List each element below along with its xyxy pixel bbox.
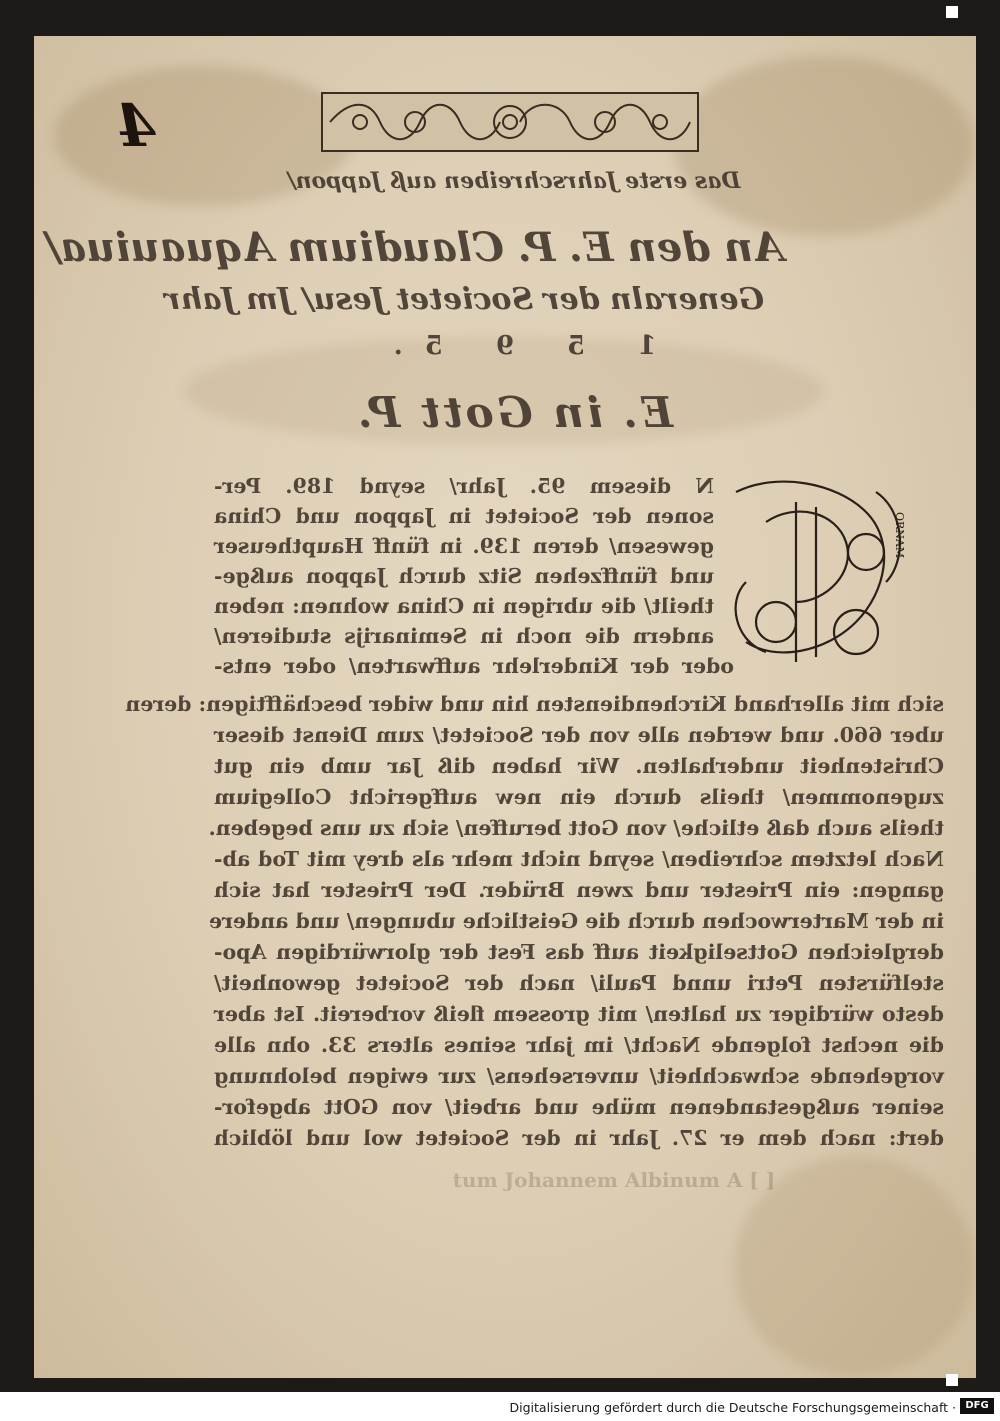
body-line: stelfürsten Petri unnd Pauli/ nach der Societet gewonheit/ (214, 971, 944, 995)
salutation: E. in Gott P. (355, 388, 673, 437)
body-line: dert: nach dem er 27. Jahr in der Societet wol und löblich (214, 1126, 944, 1150)
body-line: Nach letztem schreiben/ seynd nicht mehr als drey mit Tod ab- (214, 847, 944, 871)
body-line: desto würdiger zu halten/ mit grossem fleiß vorbereit. Ist aber (214, 1002, 944, 1026)
body-line: zugenommen/ theils durch ein new auffgericht Collegium (214, 785, 944, 809)
body-line: andern die noch in Seminarijs studieren/ (214, 624, 714, 648)
funding-credit: Digitalisierung gefördert durch die Deutsche Forschungsgemeinschaft · (509, 1400, 956, 1415)
digitization-footer (0, 1392, 1000, 1421)
body-line: N diesem 95. Jahr/ seynd 189. Per- (214, 474, 714, 498)
body-line: uber 660. und werden alle von der Societet/ zum Dienst dieser (214, 723, 944, 747)
scan-marker (946, 6, 958, 18)
book-page (34, 36, 976, 1378)
bleed-through-text: tum Johannem Albinum A [ ] (452, 1168, 776, 1192)
body-line: vorgehende schwachheit/ unversehens/ zur ewigen belohnung (214, 1064, 944, 1088)
dfg-logo: DFG (960, 1398, 994, 1414)
title-line: Generaln der Societet Jesu/ Jm Jahr (164, 282, 764, 317)
body-line: dergleichen Gottseligkeit auff das Fest der glorwürdigen Apo- (214, 940, 944, 964)
body-line: sich mit allerhand Kirchendiensten hin und wider beschäfftigen: deren (125, 692, 944, 716)
title-line: An den E. P. Claudium Aquauiua/ (45, 224, 784, 271)
title-line: 1 5 9 5. (371, 331, 657, 361)
svg-text:ORNAM: ORNAM (893, 512, 906, 559)
body-line: in der Marterwochen durch die Geistliche ubungen/ und andere (208, 909, 944, 933)
body-line: und fünffzehen Sitz durch Jappon außge- (214, 564, 714, 588)
body-line: theils auch daß etliche/ von Gott beruffen/ sich zu uns begeben. (208, 816, 944, 840)
decorated-initial (716, 472, 912, 682)
body-line: die nechst folgende Nacht/ im jahr seines alters 33. ohn alle (214, 1033, 944, 1057)
body-line: gangen: ein Priester und zwen Brüder. Der Priester hat sich (214, 878, 944, 902)
paper-stain (674, 56, 974, 236)
body-line: gewesen/ deren 139. in fünff Hauptheuser (214, 534, 714, 558)
body-line: Christenheit underhalten. Wir haben diß Jar umb ein gut (214, 754, 944, 778)
running-head: Das erste Jahrschreiben auß Jappon/ (287, 168, 741, 194)
body-line: sonen der Societet in Jappon und China (214, 504, 714, 528)
body-line: theilt/ die ubrigen in China wohnen: neben (214, 594, 714, 618)
scan-marker (946, 1374, 958, 1386)
body-line: seiner außgestandenen mühe und arbeit/ von GOtt abgefor- (214, 1095, 944, 1119)
ornamental-headpiece (320, 91, 700, 153)
body-line: oder der Kinderlehr auffwarten/ oder ents- (214, 654, 734, 678)
page-number: 4 (115, 92, 157, 160)
